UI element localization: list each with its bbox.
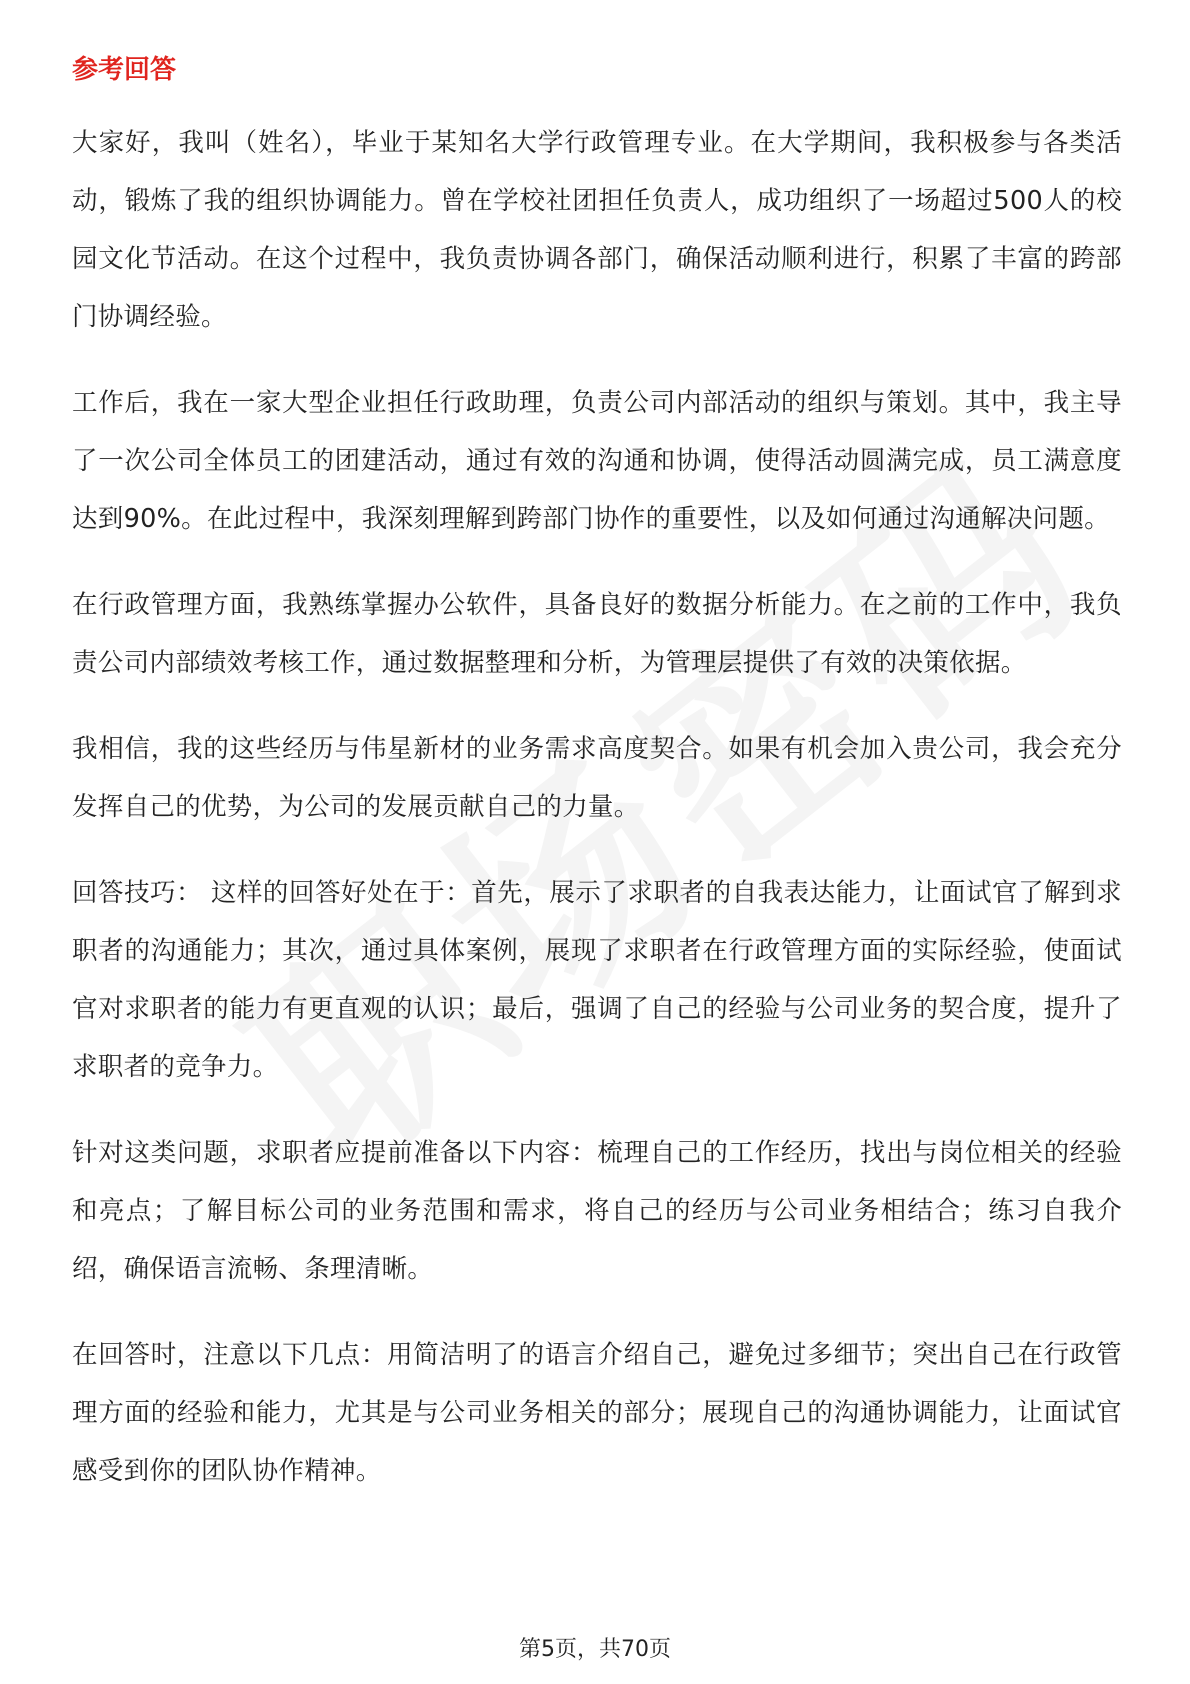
paragraph-answer-tips: 回答技巧： 这样的回答好处在于：首先，展示了求职者的自我表达能力，让面试官了解到求职者的沟通能力；其次，通过具体案例，展现了求职者在行政管理方面的实际经验，使面试官对求职者的能力有更直观的认识；最后，强调了自己的经验与公司业务的契合度，提升了求职者的竞争力。: [72, 878, 1122, 1082]
paragraph-intro: 大家好，我叫（姓名），毕业于某知名大学行政管理专业。在大学期间，我积极参与各类活动，锻炼了我的组织协调能力。曾在学校社团担任负责人，成功组织了一场超过500人的校园文化节活动。在这个过程中，我负责协调各部门，确保活动顺利进行，积累了丰富的跨部门协调经验。: [72, 128, 1122, 332]
paragraph-admin-skills: 在行政管理方面，我熟练掌握办公软件，具备良好的数据分析能力。在之前的工作中，我负责公司内部绩效考核工作，通过数据整理和分析，为管理层提供了有效的决策依据。: [72, 590, 1122, 678]
document-body: [72, 50, 1122, 1528]
paragraph-preparation: 针对这类问题，求职者应提前准备以下内容：梳理自己的工作经历，找出与岗位相关的经验和亮点；了解目标公司的业务范围和需求，将自己的经历与公司业务相结合；练习自我介绍，确保语言流畅、条理清晰。: [72, 1138, 1122, 1284]
paragraph-notes: 在回答时，注意以下几点：用简洁明了的语言介绍自己，避免过多细节；突出自己在行政管理方面的经验和能力，尤其是与公司业务相关的部分；展现自己的沟通协调能力，让面试官感受到你的团队协作精神。: [72, 1340, 1122, 1486]
paragraph-fit: 我相信，我的这些经历与伟星新材的业务需求高度契合。如果有机会加入贵公司，我会充分发挥自己的优势，为公司的发展贡献自己的力量。: [72, 734, 1122, 822]
page-number: 第5页，共70页: [519, 1637, 671, 1662]
section-title: 参考回答: [72, 55, 177, 85]
paragraph-work: 工作后，我在一家大型企业担任行政助理，负责公司内部活动的组织与策划。其中，我主导了一次公司全体员工的团建活动，通过有效的沟通和协调，使得活动圆满完成，员工满意度达到90%。在此过程中，我深刻理解到跨部门协作的重要性，以及如何通过沟通解决问题。: [72, 388, 1122, 534]
